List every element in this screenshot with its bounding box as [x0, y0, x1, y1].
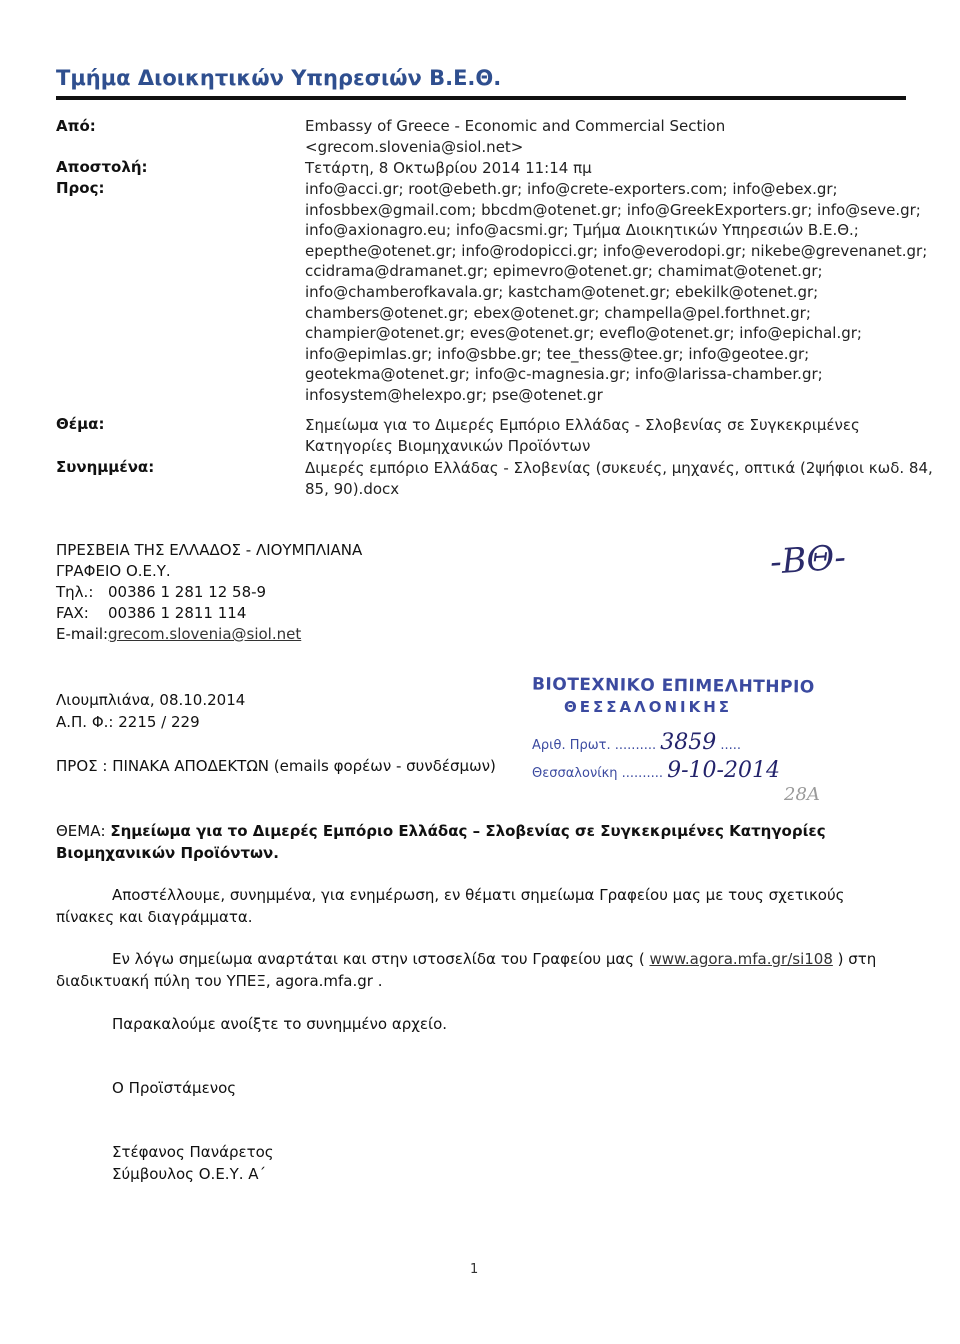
letterhead-email: [56, 624, 362, 645]
to-line: infosystem@helexpo.gr; pse@otenet.gr: [305, 385, 603, 404]
letterhead: [56, 540, 362, 645]
attachments-value: [305, 458, 933, 499]
from-value: [305, 116, 905, 157]
sent-label: Αποστολή:: [56, 158, 148, 176]
recipients-line: ΠΡΟΣ : ΠΙΝΑΚΑ ΑΠΟΔΕΚΤΩΝ (emails φορέων - συνδέσμων): [56, 757, 496, 775]
attachment-line: Διμερές εμπόριο Ελλάδας - Σλοβενίας (συκευές, μηχανές, οπτικά (2ψήφιοι κωδ. 84,: [305, 459, 933, 477]
fax-label: FAX:: [56, 604, 89, 622]
stamp-protocol-row: Αριθ. Πρωτ. .......... 3859 .....: [532, 730, 742, 755]
letterhead-tel: [56, 582, 362, 603]
subject-header-line: Σημείωμα για το Διμερές Εμπόριο Ελλάδας - Σλοβενίας σε Συγκεκριμένες: [305, 416, 860, 434]
tel-value: 00386 1 281 12 58-9: [108, 583, 267, 601]
protocol-number: Α.Π. Φ.: 2215 / 229: [56, 713, 200, 731]
letterhead-embassy: ΠΡΕΣΒΕΙΑ ΤΗΣ ΕΛΛΑΔΟΣ - ΛΙΟΥΜΠΛΙΑΝΑ: [56, 541, 363, 559]
page-header-title: Τμήμα Διοικητικών Υπηρεσιών Β.Ε.Θ.: [56, 66, 502, 90]
to-label: Προς:: [56, 179, 105, 197]
subject-header-value: [305, 415, 905, 456]
letterhead-office: ΓΡΑΦΕΙΟ Ο.Ε.Υ.: [56, 562, 171, 580]
attachments-label: Συνημμένα:: [56, 458, 155, 476]
body-paragraph-2-start: Εν λόγω σημείωμα αναρτάται και στην ιστοσελίδα του Γραφείου μας (: [112, 950, 650, 968]
to-line: info@chamberofkavala.gr; kastcham@otenet.gr; ebekilk@otenet.gr;: [305, 282, 819, 301]
agora-link[interactable]: www.agora.mfa.gr/si108: [649, 950, 833, 968]
to-value: [305, 179, 928, 406]
stamp-date-row: Θεσσαλονίκη .......... 9-10-2014: [532, 758, 780, 783]
to-line: info@acci.gr; root@ebeth.gr; info@crete-exporters.com; info@ebex.gr;: [305, 180, 838, 198]
signer-name: Στέφανος Πανάρετος: [112, 1143, 274, 1161]
received-stamp: [532, 672, 822, 812]
signer-title: Σύμβουλος Ο.Ε.Υ. Α΄: [112, 1165, 267, 1183]
letterhead-fax: [56, 603, 362, 624]
to-line: ccidrama@dramanet.gr; epimevro@otenet.gr; chamimat@otenet.gr;: [305, 262, 823, 281]
subject-header-line: Κατηγορίες Βιομηχανικών Προϊόντων: [305, 436, 591, 455]
subject-paragraph: [56, 820, 906, 864]
body-paragraph-2-end: ) στη διαδικτυακή πύλη του ΥΠΕΞ, agora.mfa.gr .: [56, 950, 877, 990]
tel-label: Τηλ.:: [56, 583, 94, 601]
subject-text: Σημείωμα για το Διμερές Εμπόριο Ελλάδας – Σλοβενίας σε Συγκεκριμένες Κατηγορίες Βιομηχανικών Προϊόντων.: [56, 822, 826, 862]
body-paragraph-2: [56, 948, 906, 992]
page-number: 1: [470, 1262, 479, 1277]
subject-header-label: Θέμα:: [56, 415, 105, 433]
from-line: Embassy of Greece - Economic and Commercial Section: [305, 117, 726, 135]
from-label: Από:: [56, 117, 96, 135]
fax-value: 00386 1 2811 114: [108, 604, 247, 622]
to-line: epepthe@otenet.gr; info@rodopicci.gr; info@everodopi.gr; nikebe@grevenanet.gr;: [305, 241, 928, 260]
stamp-chamber-name: ΒΙΟΤΕΧΝΙΚΟ ΕΠΙΜΕΛΗΤΗΡΙΟ: [531, 674, 815, 698]
to-line: chambers@otenet.gr; ebex@otenet.gr; champella@pel.forthnet.gr;: [305, 303, 811, 322]
to-line: info@axionagro.eu; info@acsmi.gr; Τμήμα Διοικητικών Υπηρεσιών Β.Ε.Θ.;: [305, 221, 859, 240]
email-link[interactable]: grecom.slovenia@siol.net: [108, 625, 302, 643]
place-date: Λιουμπλιάνα, 08.10.2014: [56, 691, 246, 709]
body-paragraph-1: Αποστέλλουμε, συνημμένα, για ενημέρωση, εν θέματι σημείωμα Γραφείου μας με τους σχετικούς πίνακες και διαγράμματα.: [56, 886, 845, 926]
stamp-protocol-number: 3859: [660, 730, 717, 755]
to-line: info@epimlas.gr; info@sbbe.gr; tee_thess@tee.gr; info@geotee.gr;: [305, 344, 810, 363]
email-label: E-mail:: [56, 625, 109, 643]
attachment-line: 85, 90).docx: [305, 479, 400, 498]
from-line: <grecom.slovenia@siol.net>: [305, 137, 524, 156]
stamp-date-value: 9-10-2014: [667, 758, 780, 783]
subject-label: ΘΕΜΑ:: [56, 822, 106, 840]
handwritten-mark: -ΒΘ-: [768, 537, 848, 583]
body-paragraph-3: Παρακαλούμε ανοίξτε το συνημμένο αρχείο.: [112, 1015, 448, 1033]
stamp-date-label: Θεσσαλονίκη: [532, 766, 618, 781]
sent-value: Τετάρτη, 8 Οκτωβρίου 2014 11:14 πμ: [305, 159, 592, 177]
to-line: infosbbex@gmail.com; bbcdm@otenet.gr; info@GreekExporters.gr; info@seve.gr;: [305, 200, 921, 219]
stamp-protocol-label: Αριθ. Πρωτ.: [532, 738, 611, 753]
closing-title: Ο Προϊστάμενος: [112, 1079, 237, 1097]
to-line: champier@otenet.gr; eves@otenet.gr; eveflo@otenet.gr; info@epichal.gr;: [305, 324, 862, 343]
stamp-extra-mark: 28Α: [784, 784, 820, 805]
stamp-city: ΘΕΣΣΑΛΟΝΙΚΗΣ: [564, 698, 733, 716]
to-line: geotekma@otenet.gr; info@c-magnesia.gr; info@larissa-chamber.gr;: [305, 365, 823, 384]
header-divider: [56, 96, 906, 100]
